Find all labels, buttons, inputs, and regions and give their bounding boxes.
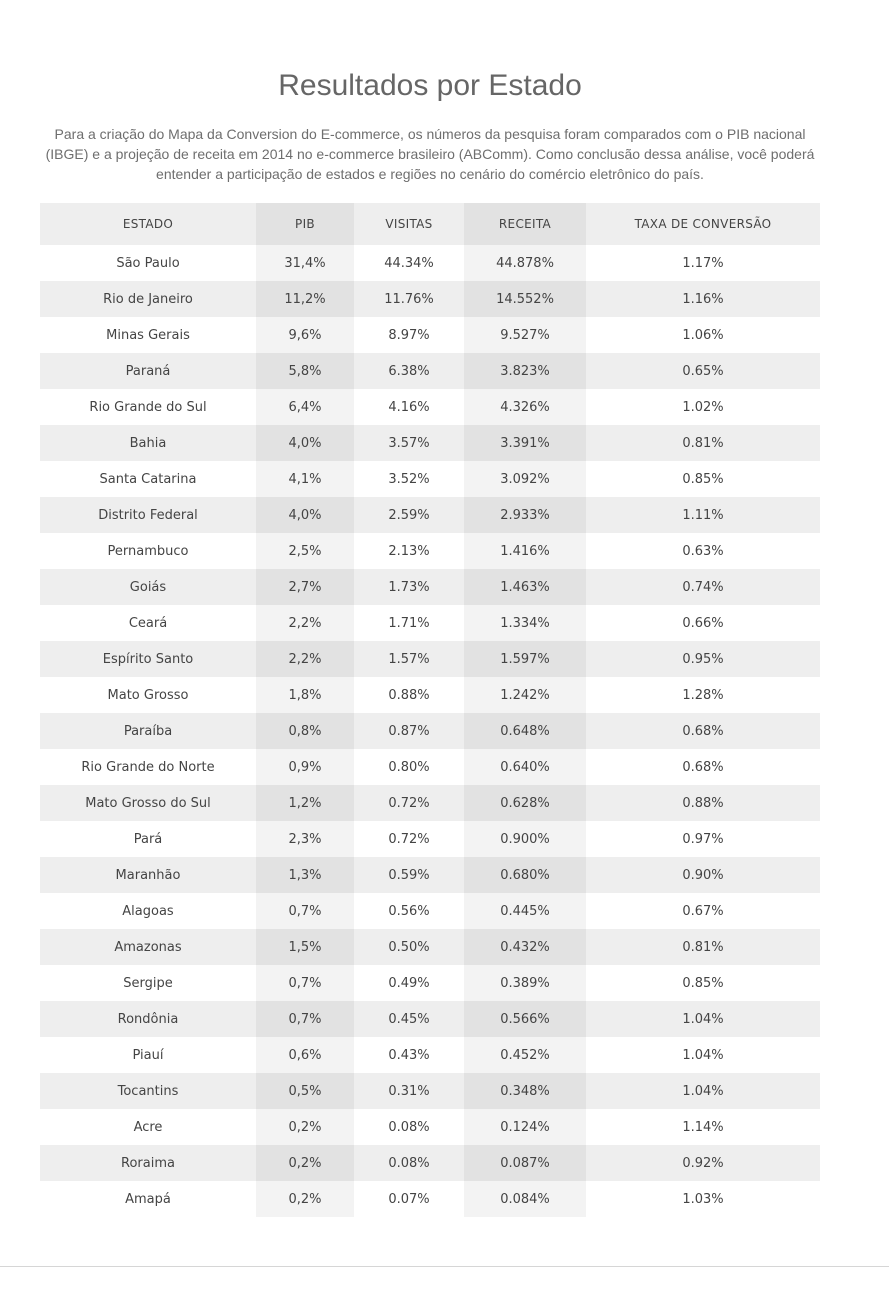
cell-visitas: 6.38%: [354, 353, 464, 389]
cell-taxa-conversao: 1.04%: [586, 1001, 820, 1037]
cell-estado: Rio Grande do Norte: [40, 749, 256, 785]
cell-visitas: 0.72%: [354, 821, 464, 857]
table-row: [40, 749, 820, 785]
table-row: [40, 929, 820, 965]
cell-receita: 0.348%: [464, 1073, 586, 1109]
cell-taxa-conversao: 0.97%: [586, 821, 820, 857]
cell-receita: 1.463%: [464, 569, 586, 605]
cell-visitas: 0.31%: [354, 1073, 464, 1109]
table-row: [40, 497, 820, 533]
cell-taxa-conversao: 1.02%: [586, 389, 820, 425]
table-row: [40, 461, 820, 497]
cell-visitas: 0.50%: [354, 929, 464, 965]
cell-visitas: 0.43%: [354, 1037, 464, 1073]
cell-taxa-conversao: 1.04%: [586, 1073, 820, 1109]
cell-pib: 0,5%: [256, 1073, 354, 1109]
table-row: [40, 245, 820, 281]
cell-pib: 4,1%: [256, 461, 354, 497]
cell-pib: 1,3%: [256, 857, 354, 893]
cell-pib: 4,0%: [256, 425, 354, 461]
cell-taxa-conversao: 0.92%: [586, 1145, 820, 1181]
table-row: [40, 677, 820, 713]
cell-estado: Tocantins: [40, 1073, 256, 1109]
cell-estado: Paraná: [40, 353, 256, 389]
cell-pib: 1,5%: [256, 929, 354, 965]
cell-receita: 1.597%: [464, 641, 586, 677]
cell-taxa-conversao: 0.95%: [586, 641, 820, 677]
cell-taxa-conversao: 0.85%: [586, 461, 820, 497]
cell-estado: Alagoas: [40, 893, 256, 929]
table-header: [40, 203, 820, 245]
cell-taxa-conversao: 0.63%: [586, 533, 820, 569]
cell-pib: 0,2%: [256, 1109, 354, 1145]
cell-taxa-conversao: 1.16%: [586, 281, 820, 317]
cell-taxa-conversao: 0.65%: [586, 353, 820, 389]
cell-visitas: 0.59%: [354, 857, 464, 893]
cell-estado: Goiás: [40, 569, 256, 605]
table-body: [40, 245, 820, 1217]
table-row: [40, 533, 820, 569]
cell-visitas: 0.88%: [354, 677, 464, 713]
cell-receita: 3.092%: [464, 461, 586, 497]
table-row: [40, 281, 820, 317]
cell-estado: Mato Grosso: [40, 677, 256, 713]
cell-taxa-conversao: 0.66%: [586, 605, 820, 641]
table-row: [40, 569, 820, 605]
cell-pib: 0,2%: [256, 1181, 354, 1217]
cell-receita: 0.087%: [464, 1145, 586, 1181]
cell-receita: 0.124%: [464, 1109, 586, 1145]
cell-pib: 1,8%: [256, 677, 354, 713]
cell-visitas: 44.34%: [354, 245, 464, 281]
cell-receita: 1.334%: [464, 605, 586, 641]
cell-receita: 0.084%: [464, 1181, 586, 1217]
cell-receita: 0.680%: [464, 857, 586, 893]
cell-taxa-conversao: 1.17%: [586, 245, 820, 281]
table-row: [40, 317, 820, 353]
cell-pib: 11,2%: [256, 281, 354, 317]
header-visitas: VISITAS: [354, 203, 464, 245]
cell-visitas: 0.56%: [354, 893, 464, 929]
cell-pib: 2,3%: [256, 821, 354, 857]
cell-estado: Santa Catarina: [40, 461, 256, 497]
cell-taxa-conversao: 1.14%: [586, 1109, 820, 1145]
cell-visitas: 1.73%: [354, 569, 464, 605]
cell-receita: 9.527%: [464, 317, 586, 353]
intro-paragraph: Para a criação do Mapa da Conversion do E-commerce, os números da pesquisa foram comparados com o PIB nacional (IBGE) e a projeção de receita em 2014 no e-commerce brasileiro (ABComm). Como conclusão dessa análise, você poderá entender a participação de estados e regiões no cenário do comércio eletrônico do país.: [45, 126, 815, 182]
cell-receita: 0.640%: [464, 749, 586, 785]
cell-estado: Bahia: [40, 425, 256, 461]
cell-receita: 3.391%: [464, 425, 586, 461]
cell-estado: Piauí: [40, 1037, 256, 1073]
table-row: [40, 1001, 820, 1037]
cell-visitas: 2.13%: [354, 533, 464, 569]
cell-receita: 0.900%: [464, 821, 586, 857]
cell-visitas: 0.07%: [354, 1181, 464, 1217]
page-title: Resultados por Estado: [278, 69, 582, 102]
header-row: [40, 203, 820, 245]
cell-visitas: 0.08%: [354, 1145, 464, 1181]
cell-taxa-conversao: 1.04%: [586, 1037, 820, 1073]
cell-taxa-conversao: 1.06%: [586, 317, 820, 353]
table-row: [40, 605, 820, 641]
cell-estado: Minas Gerais: [40, 317, 256, 353]
cell-receita: 44.878%: [464, 245, 586, 281]
cell-estado: Distrito Federal: [40, 497, 256, 533]
cell-pib: 1,2%: [256, 785, 354, 821]
cell-visitas: 0.08%: [354, 1109, 464, 1145]
cell-receita: 1.416%: [464, 533, 586, 569]
table-row: [40, 641, 820, 677]
cell-pib: 2,2%: [256, 641, 354, 677]
cell-pib: 0,7%: [256, 893, 354, 929]
cell-pib: 4,0%: [256, 497, 354, 533]
cell-estado: Rio de Janeiro: [40, 281, 256, 317]
cell-taxa-conversao: 0.74%: [586, 569, 820, 605]
table-row: [40, 1073, 820, 1109]
results-by-state-table: [40, 203, 820, 1217]
cell-estado: Amapá: [40, 1181, 256, 1217]
cell-taxa-conversao: 1.28%: [586, 677, 820, 713]
table-row: [40, 1181, 820, 1217]
cell-receita: 4.326%: [464, 389, 586, 425]
cell-estado: Maranhão: [40, 857, 256, 893]
cell-visitas: 1.57%: [354, 641, 464, 677]
cell-receita: 0.445%: [464, 893, 586, 929]
cell-pib: 0,9%: [256, 749, 354, 785]
cell-estado: Paraíba: [40, 713, 256, 749]
cell-receita: 2.933%: [464, 497, 586, 533]
cell-pib: 31,4%: [256, 245, 354, 281]
cell-estado: São Paulo: [40, 245, 256, 281]
table-row: [40, 1145, 820, 1181]
cell-pib: 2,2%: [256, 605, 354, 641]
cell-visitas: 2.59%: [354, 497, 464, 533]
cell-estado: Ceará: [40, 605, 256, 641]
table-row: [40, 425, 820, 461]
cell-visitas: 11.76%: [354, 281, 464, 317]
results-table-container: [40, 203, 820, 1217]
cell-taxa-conversao: 0.88%: [586, 785, 820, 821]
cell-estado: Espírito Santo: [40, 641, 256, 677]
cell-visitas: 3.57%: [354, 425, 464, 461]
cell-receita: 0.648%: [464, 713, 586, 749]
cell-pib: 9,6%: [256, 317, 354, 353]
cell-visitas: 8.97%: [354, 317, 464, 353]
cell-taxa-conversao: 0.67%: [586, 893, 820, 929]
cell-taxa-conversao: 0.68%: [586, 713, 820, 749]
table-row: [40, 965, 820, 1001]
cell-visitas: 0.49%: [354, 965, 464, 1001]
cell-taxa-conversao: 1.11%: [586, 497, 820, 533]
cell-pib: 2,7%: [256, 569, 354, 605]
cell-taxa-conversao: 0.81%: [586, 929, 820, 965]
cell-estado: Rio Grande do Sul: [40, 389, 256, 425]
cell-visitas: 0.45%: [354, 1001, 464, 1037]
cell-receita: 0.432%: [464, 929, 586, 965]
cell-visitas: 4.16%: [354, 389, 464, 425]
cell-receita: 14.552%: [464, 281, 586, 317]
cell-pib: 5,8%: [256, 353, 354, 389]
cell-receita: 0.628%: [464, 785, 586, 821]
footer-divider: [0, 1266, 889, 1267]
cell-estado: Pernambuco: [40, 533, 256, 569]
cell-estado: Acre: [40, 1109, 256, 1145]
header-receita: RECEITA: [464, 203, 586, 245]
cell-estado: Mato Grosso do Sul: [40, 785, 256, 821]
table-row: [40, 713, 820, 749]
table-row: [40, 857, 820, 893]
cell-pib: 0,7%: [256, 965, 354, 1001]
cell-estado: Pará: [40, 821, 256, 857]
cell-estado: Amazonas: [40, 929, 256, 965]
cell-visitas: 0.87%: [354, 713, 464, 749]
cell-taxa-conversao: 1.03%: [586, 1181, 820, 1217]
cell-estado: Roraima: [40, 1145, 256, 1181]
cell-taxa-conversao: 0.85%: [586, 965, 820, 1001]
cell-visitas: 1.71%: [354, 605, 464, 641]
cell-pib: 0,8%: [256, 713, 354, 749]
cell-pib: 2,5%: [256, 533, 354, 569]
cell-receita: 0.389%: [464, 965, 586, 1001]
table-row: [40, 893, 820, 929]
cell-receita: 0.566%: [464, 1001, 586, 1037]
cell-taxa-conversao: 0.68%: [586, 749, 820, 785]
cell-estado: Rondônia: [40, 1001, 256, 1037]
table-row: [40, 1109, 820, 1145]
cell-visitas: 0.72%: [354, 785, 464, 821]
cell-receita: 1.242%: [464, 677, 586, 713]
cell-visitas: 0.80%: [354, 749, 464, 785]
cell-pib: 6,4%: [256, 389, 354, 425]
header-pib: PIB: [256, 203, 354, 245]
table-row: [40, 785, 820, 821]
table-row: [40, 821, 820, 857]
table-row: [40, 1037, 820, 1073]
cell-receita: 3.823%: [464, 353, 586, 389]
cell-pib: 0,2%: [256, 1145, 354, 1181]
cell-taxa-conversao: 0.90%: [586, 857, 820, 893]
header-estado: ESTADO: [40, 203, 256, 245]
cell-estado: Sergipe: [40, 965, 256, 1001]
cell-receita: 0.452%: [464, 1037, 586, 1073]
cell-taxa-conversao: 0.81%: [586, 425, 820, 461]
cell-pib: 0,6%: [256, 1037, 354, 1073]
table-row: [40, 353, 820, 389]
header-taxa-conversao: TAXA DE CONVERSÃO: [586, 203, 820, 245]
cell-visitas: 3.52%: [354, 461, 464, 497]
cell-pib: 0,7%: [256, 1001, 354, 1037]
table-row: [40, 389, 820, 425]
